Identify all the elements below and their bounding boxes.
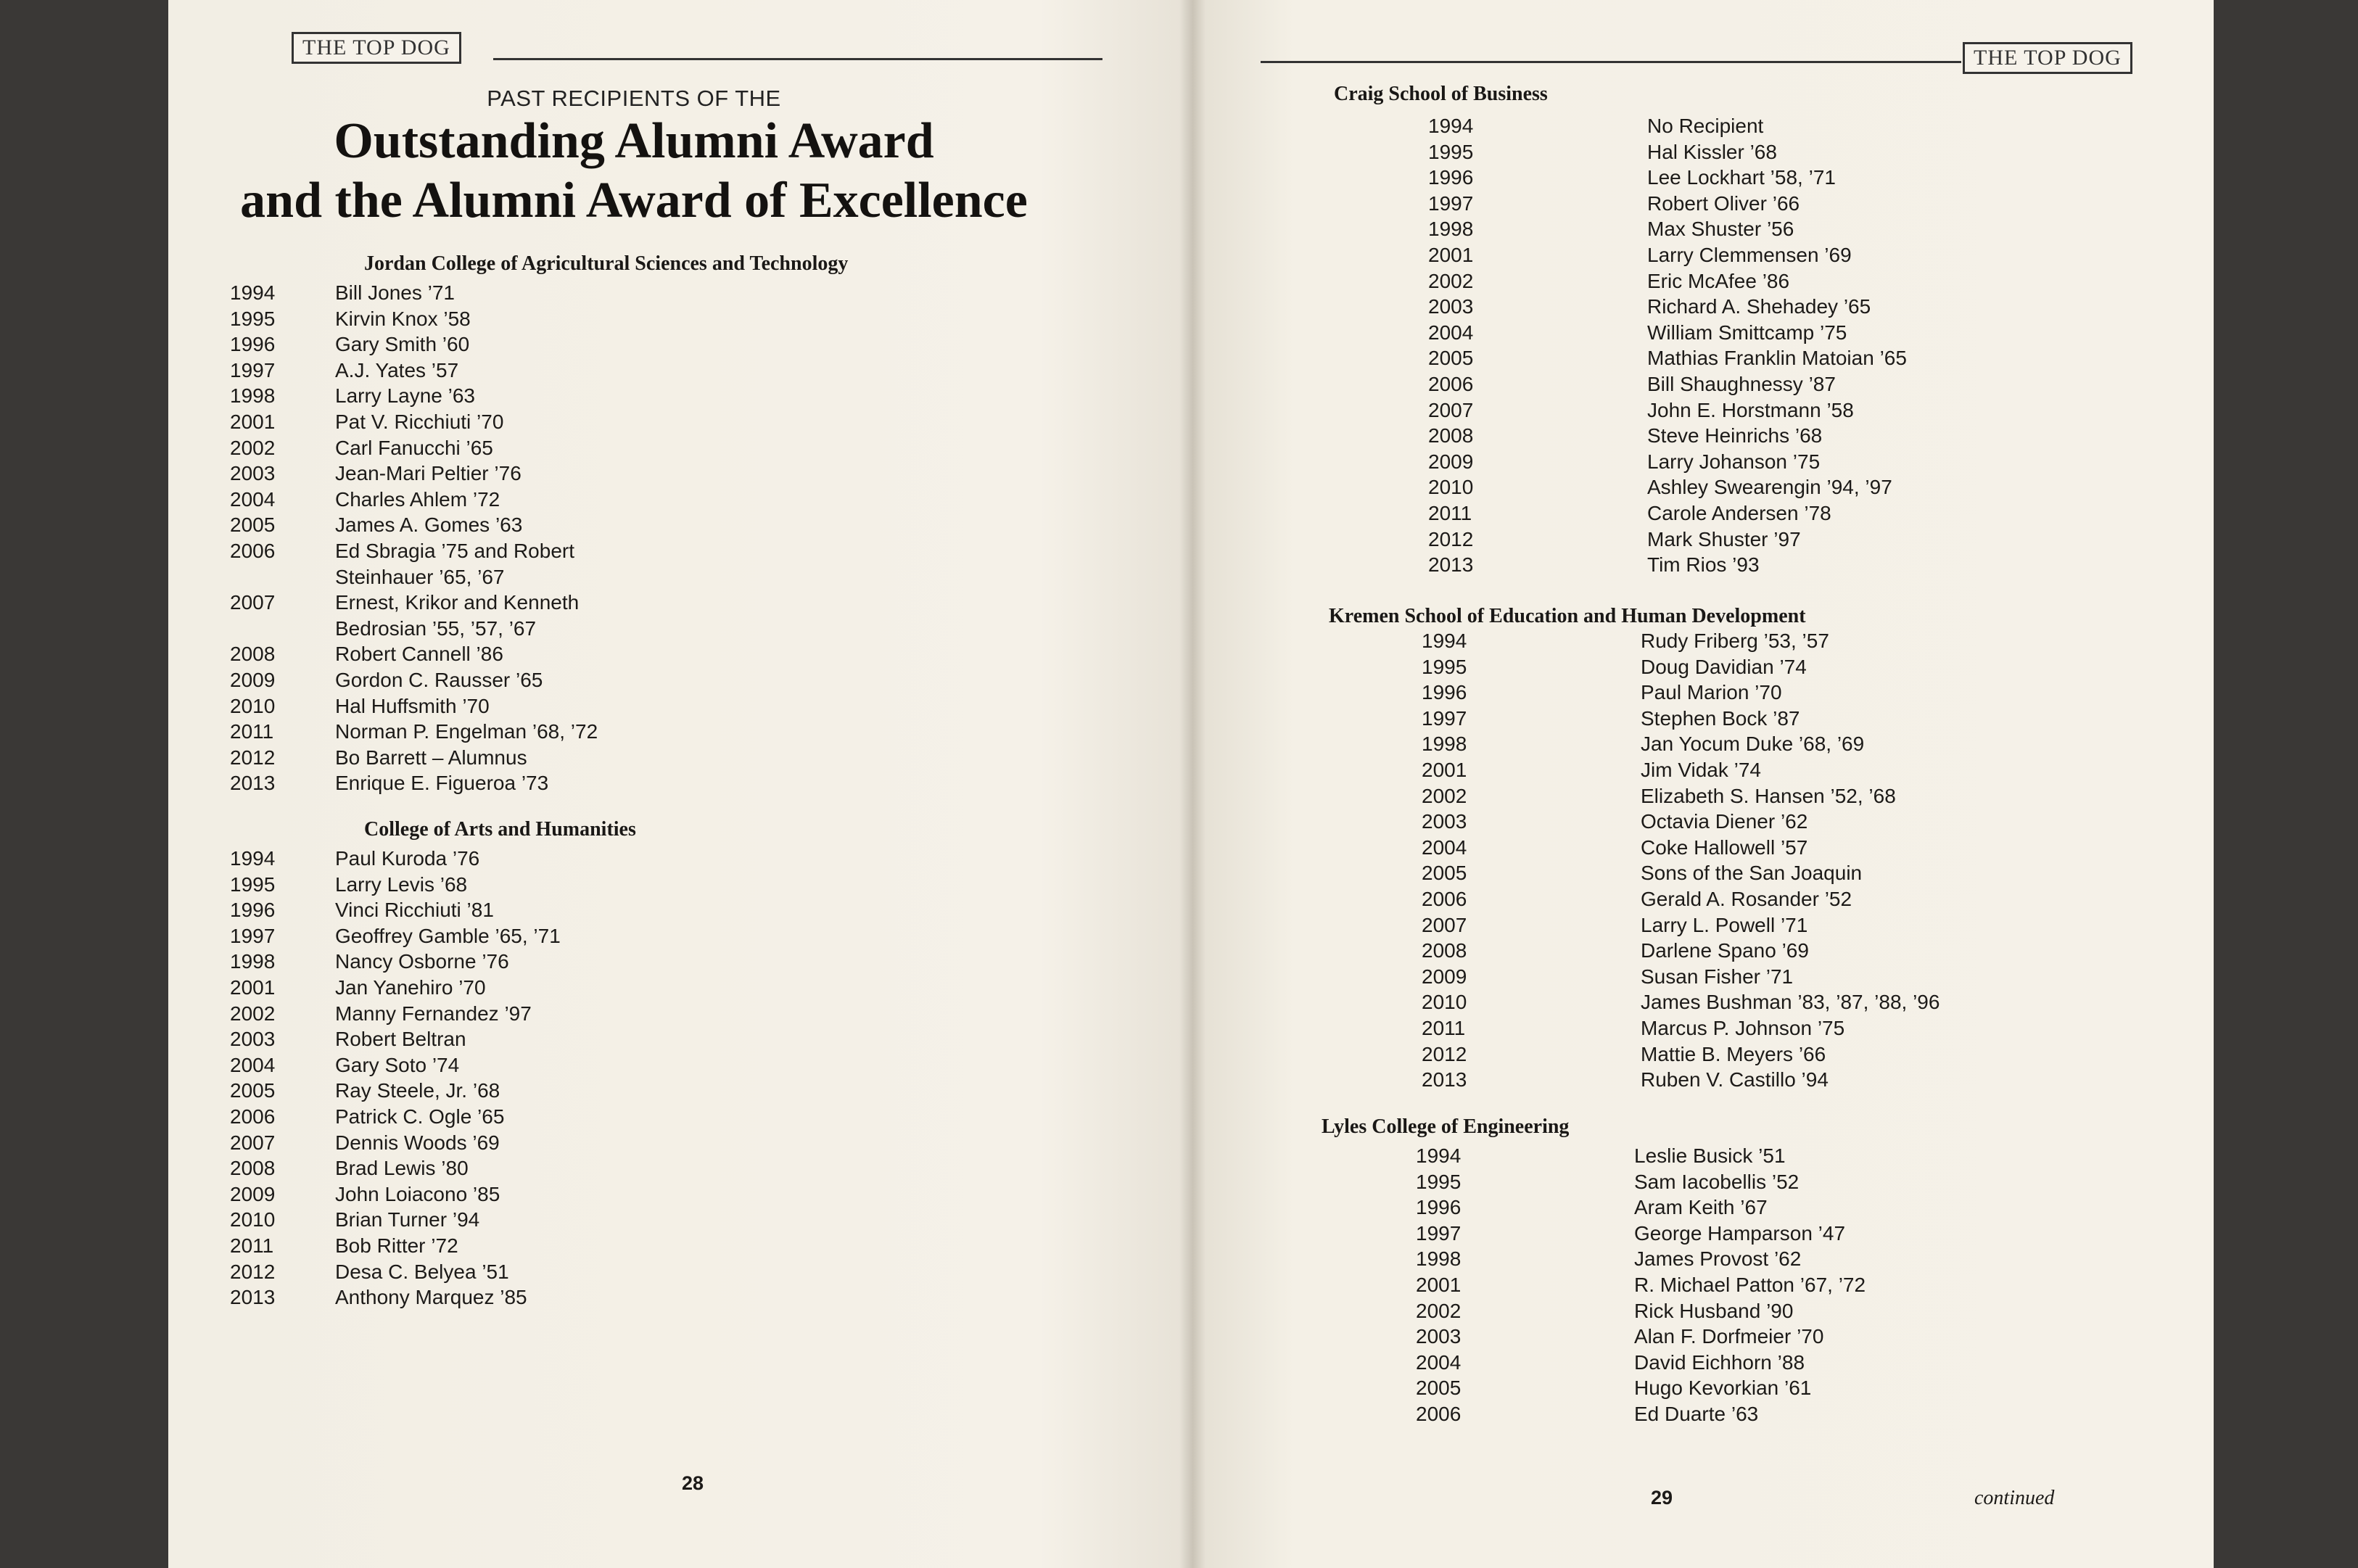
list-item — [230, 770, 883, 796]
recipient-name: Gary Smith ’60 — [335, 333, 470, 356]
recipient-name: Sam Iacobellis ’52 — [1634, 1170, 1800, 1193]
list-item — [230, 1259, 883, 1285]
list-item — [230, 949, 883, 975]
page-title-line2: and the Alumni Award of Excellence — [240, 173, 1028, 228]
award-year: 2004 — [230, 487, 276, 511]
recipient-name: Pat V. Ricchiuti ’70 — [335, 410, 504, 433]
recipient-name: George Hamparson ’47 — [1634, 1221, 1846, 1245]
list-item — [1416, 1298, 2069, 1324]
recipient-name: Ed Sbragia ’75 and Robert — [335, 540, 574, 562]
list-item — [1422, 628, 2074, 654]
award-year: 2012 — [1428, 527, 1474, 550]
award-year: 2012 — [230, 1260, 276, 1283]
list-item — [230, 719, 883, 745]
award-year: 1995 — [230, 307, 276, 330]
award-year: 1994 — [1428, 115, 1474, 137]
list-item — [1422, 938, 2074, 964]
left-page — [168, 0, 1192, 1568]
award-year: 1997 — [1416, 1221, 1462, 1245]
recipient-name: Richard A. Shehadey ’65 — [1647, 295, 1871, 318]
list-item — [1428, 449, 2081, 475]
list-item — [230, 461, 883, 487]
list-item — [230, 975, 883, 1001]
award-year: 1994 — [1416, 1144, 1462, 1167]
recipient-name: Bill Jones ’71 — [335, 281, 455, 304]
recipient-name: Ernest, Krikor and Kenneth — [335, 591, 580, 614]
award-year: 1998 — [1428, 218, 1474, 241]
recipient-name: Larry Clemmensen ’69 — [1647, 244, 1852, 266]
award-year: 2003 — [1422, 810, 1467, 833]
list-item — [230, 616, 883, 642]
award-year: 2006 — [1422, 888, 1467, 910]
recipient-name: Carl Fanucchi ’65 — [335, 436, 493, 459]
award-year: 1998 — [230, 950, 276, 973]
header-rule — [1261, 61, 1961, 63]
list-item — [1416, 1169, 2069, 1195]
recipient-name: Ruben V. Castillo ’94 — [1641, 1068, 1829, 1092]
list-item — [1428, 242, 2081, 268]
list-item — [1428, 294, 2081, 320]
award-year: 2013 — [1422, 1068, 1467, 1092]
recipient-name: Mark Shuster ’97 — [1647, 527, 1801, 550]
recipient-name: William Smittcamp ’75 — [1647, 321, 1847, 344]
recipient-name: Mattie B. Meyers ’66 — [1641, 1042, 1826, 1065]
recipient-name: Ashley Swearengin ’94, ’97 — [1647, 476, 1892, 499]
award-year: 2004 — [1428, 321, 1474, 344]
recipient-name: Stephen Bock ’87 — [1641, 706, 1800, 730]
recipient-name: Ray Steele, Jr. ’68 — [335, 1079, 500, 1102]
award-year: 2011 — [1428, 502, 1472, 524]
list-item — [1422, 757, 2074, 783]
recipient-name: Hal Huffsmith ’70 — [335, 694, 490, 717]
book-spine — [1179, 0, 1205, 1568]
list-item — [1416, 1143, 2069, 1169]
award-year: 2008 — [1428, 424, 1474, 447]
recipient-name: Darlene Spano ’69 — [1641, 939, 1809, 962]
award-year: 2012 — [1422, 1042, 1467, 1065]
recipient-name: Dennis Woods ’69 — [335, 1131, 500, 1154]
recipient-name: Elizabeth S. Hansen ’52, ’68 — [1641, 784, 1896, 807]
list-item — [230, 383, 883, 409]
award-year: 2004 — [1416, 1350, 1462, 1374]
award-year: 2010 — [1422, 991, 1467, 1014]
section-heading-jordan-college-of-agricultural-sciences-and-technology: Jordan College of Agricultural Sciences and Technology — [364, 252, 849, 275]
list-item — [230, 564, 883, 590]
list-item — [1416, 1272, 2069, 1298]
list-item — [1428, 345, 2081, 371]
page-title-line1: Outstanding Alumni Award — [334, 113, 934, 169]
list-item — [230, 745, 883, 771]
award-year: 1997 — [1422, 706, 1467, 730]
list-item — [1422, 783, 2074, 809]
list-item — [1428, 397, 2081, 424]
award-year: 1996 — [230, 333, 276, 356]
list-item — [1422, 886, 2074, 912]
list-item — [1422, 1015, 2074, 1041]
award-year: 2007 — [1422, 913, 1467, 936]
recipient-name: Leslie Busick ’51 — [1634, 1144, 1786, 1167]
section-heading-craig-school-of-business: Craig School of Business — [1334, 83, 1548, 105]
recipient-name: Marcus P. Johnson ’75 — [1641, 1017, 1845, 1039]
recipient-name: Ed Duarte ’63 — [1634, 1403, 1759, 1425]
list-item — [1422, 809, 2074, 835]
list-item — [1416, 1246, 2069, 1272]
recipient-name: Mathias Franklin Matoian ’65 — [1647, 347, 1907, 370]
recipient-name: Robert Beltran — [335, 1028, 466, 1051]
list-item — [1422, 731, 2074, 757]
list-item — [230, 512, 883, 538]
recipient-name: Norman P. Engelman ’68, ’72 — [335, 720, 598, 743]
list-item — [1422, 835, 2074, 861]
list-item — [230, 693, 883, 719]
award-year: 2012 — [230, 746, 276, 769]
recipient-name: Hugo Kevorkian ’61 — [1634, 1377, 1812, 1400]
recipient-name: Larry L. Powell ’71 — [1641, 913, 1808, 936]
section-heading-lyles-college-of-engineering: Lyles College of Engineering — [1322, 1115, 1570, 1138]
recipient-name: David Eichhorn ’88 — [1634, 1350, 1805, 1374]
award-year: 2009 — [230, 1182, 276, 1205]
award-year: 2010 — [230, 694, 276, 717]
recipient-name: Eric McAfee ’86 — [1647, 269, 1790, 292]
brand-box: THE TOP DOG — [1963, 42, 2132, 74]
list-item — [1428, 165, 2081, 191]
list-item — [1428, 423, 2081, 449]
recipient-name: Nancy Osborne ’76 — [335, 950, 509, 973]
award-year: 2007 — [1428, 398, 1474, 421]
list-item — [1428, 216, 2081, 242]
award-year: 2011 — [1422, 1017, 1466, 1039]
list-item — [230, 1104, 883, 1130]
award-year: 1996 — [1422, 681, 1467, 704]
list-item — [230, 306, 883, 332]
recipient-name: Jan Yanehiro ’70 — [335, 976, 486, 999]
list-item — [1428, 527, 2081, 553]
list-item — [1428, 139, 2081, 165]
list-item — [230, 435, 883, 461]
list-item — [230, 1001, 883, 1027]
award-year: 2003 — [1416, 1325, 1462, 1348]
recipient-name: Rick Husband ’90 — [1634, 1299, 1794, 1322]
recipient-name: Larry Johanson ’75 — [1647, 450, 1821, 473]
recipient-name: Carole Andersen ’78 — [1647, 502, 1831, 524]
recipient-name: Jan Yocum Duke ’68, ’69 — [1641, 733, 1865, 756]
right-page — [1192, 0, 2214, 1568]
list-item — [1428, 268, 2081, 294]
award-year: 1998 — [1422, 733, 1467, 756]
award-year: 2008 — [1422, 939, 1467, 962]
award-year: 2006 — [1428, 373, 1474, 395]
list-item — [1428, 191, 2081, 217]
award-year: 1995 — [1422, 655, 1467, 678]
award-year: 1994 — [230, 847, 276, 870]
recipient-name: Bill Shaughnessy ’87 — [1647, 373, 1836, 395]
award-year: 2002 — [1428, 269, 1474, 292]
list-item — [230, 846, 883, 872]
continued-note: continued — [1974, 1487, 2055, 1509]
list-item — [230, 1026, 883, 1052]
recipient-name: Bob Ritter ’72 — [335, 1234, 458, 1257]
list-item — [230, 1181, 883, 1208]
award-year: 2002 — [230, 1002, 276, 1025]
section-heading-college-of-arts-and-humanities: College of Arts and Humanities — [364, 818, 636, 841]
recipient-name: Charles Ahlem ’72 — [335, 487, 500, 511]
award-year: 1996 — [1416, 1196, 1462, 1219]
award-year: 2010 — [230, 1208, 276, 1231]
recipient-name: Max Shuster ’56 — [1647, 218, 1794, 241]
award-year: 2005 — [1422, 862, 1467, 885]
list-item — [230, 409, 883, 435]
recipient-name: Doug Davidian ’74 — [1641, 655, 1807, 678]
list-item — [230, 1233, 883, 1259]
recipient-name: Kirvin Knox ’58 — [335, 307, 471, 330]
recipient-name: Steinhauer ’65, ’67 — [335, 565, 505, 588]
section-heading-kremen-school-of-education-and-human-development: Kremen School of Education and Human Development — [1329, 605, 1806, 627]
list-item — [1416, 1401, 2069, 1427]
recipient-name: A.J. Yates ’57 — [335, 358, 459, 381]
award-year: 1994 — [1422, 630, 1467, 652]
recipient-name: Brad Lewis ’80 — [335, 1157, 469, 1180]
list-item — [230, 1052, 883, 1078]
award-year: 2008 — [230, 643, 276, 666]
award-year: 2009 — [230, 669, 276, 691]
recipient-name: Steve Heinrichs ’68 — [1647, 424, 1823, 447]
award-year: 2009 — [1428, 450, 1474, 473]
list-item — [1416, 1194, 2069, 1221]
recipient-name: Bo Barrett – Alumnus — [335, 746, 527, 769]
recipient-name: John Loiacono ’85 — [335, 1182, 500, 1205]
list-item — [1422, 680, 2074, 706]
award-year: 2010 — [1428, 476, 1474, 499]
recipient-name: Geoffrey Gamble ’65, ’71 — [335, 924, 561, 947]
list-item — [1422, 989, 2074, 1015]
list-item — [1416, 1221, 2069, 1247]
recipient-name: Enrique E. Figueroa ’73 — [335, 772, 549, 795]
recipient-name: Sons of the San Joaquin — [1641, 862, 1863, 885]
award-year: 2002 — [1422, 784, 1467, 807]
award-year: 2007 — [230, 591, 276, 614]
list-item — [230, 1078, 883, 1104]
recipient-name: Vinci Ricchiuti ’81 — [335, 899, 494, 922]
recipient-name: Gerald A. Rosander ’52 — [1641, 888, 1852, 910]
list-item — [1428, 552, 2081, 578]
award-year: 1997 — [1428, 191, 1474, 215]
list-item — [1428, 474, 2081, 500]
list-item — [1416, 1375, 2069, 1401]
award-year: 1998 — [230, 384, 276, 408]
award-year: 1996 — [230, 899, 276, 922]
list-item — [230, 641, 883, 667]
header-rule — [493, 58, 1102, 60]
award-year: 2006 — [230, 1105, 276, 1128]
award-year: 1995 — [230, 872, 276, 896]
award-year: 2005 — [230, 1079, 276, 1102]
list-item — [230, 590, 883, 616]
recipient-name: Jean-Mari Peltier ’76 — [335, 462, 522, 485]
award-year: 2006 — [230, 540, 276, 562]
recipient-name: Larry Layne ’63 — [335, 384, 476, 408]
recipient-name: Brian Turner ’94 — [335, 1208, 480, 1231]
recipient-name: Desa C. Belyea ’51 — [335, 1260, 509, 1283]
recipient-name: No Recipient — [1647, 115, 1764, 137]
recipient-name: James Provost ’62 — [1634, 1247, 1802, 1271]
award-year: 1995 — [1416, 1170, 1462, 1193]
list-item — [1428, 500, 2081, 527]
list-item — [1416, 1324, 2069, 1350]
recipient-name: Patrick C. Ogle ’65 — [335, 1105, 505, 1128]
award-year: 1997 — [230, 924, 276, 947]
award-year: 2001 — [230, 976, 276, 999]
recipient-name: Gordon C. Rausser ’65 — [335, 669, 543, 691]
list-item — [230, 1130, 883, 1156]
list-item — [1422, 654, 2074, 680]
recipient-name: Jim Vidak ’74 — [1641, 759, 1762, 781]
page-number: 28 — [682, 1472, 704, 1494]
list-item — [230, 872, 883, 898]
award-year: 2001 — [1416, 1274, 1462, 1296]
list-item — [1428, 113, 2081, 139]
page-kicker: PAST RECIPIENTS OF THE — [487, 86, 781, 111]
award-year: 1998 — [1416, 1247, 1462, 1271]
recipient-name: Robert Oliver ’66 — [1647, 191, 1800, 215]
recipient-name: R. Michael Patton ’67, ’72 — [1634, 1274, 1866, 1296]
award-year: 2003 — [1428, 295, 1474, 318]
list-item — [230, 667, 883, 693]
award-year: 2004 — [1422, 835, 1467, 859]
award-year: 2005 — [1416, 1377, 1462, 1400]
list-item — [1422, 912, 2074, 938]
brand-box: THE TOP DOG — [292, 32, 461, 64]
recipient-name: Gary Soto ’74 — [335, 1053, 460, 1076]
award-year: 2002 — [230, 436, 276, 459]
recipient-name: Robert Cannell ’86 — [335, 643, 503, 666]
list-item — [230, 897, 883, 923]
list-item — [1422, 1041, 2074, 1068]
award-year: 2001 — [1428, 244, 1474, 266]
award-year: 2005 — [1428, 347, 1474, 370]
award-year: 2005 — [230, 513, 276, 537]
list-item — [1422, 1067, 2074, 1093]
award-year: 2013 — [1428, 553, 1474, 577]
recipient-name: Octavia Diener ’62 — [1641, 810, 1808, 833]
award-year: 2013 — [230, 1286, 276, 1309]
list-item — [230, 331, 883, 358]
award-year: 2003 — [230, 1028, 276, 1051]
list-item — [1428, 371, 2081, 397]
list-item — [230, 358, 883, 384]
award-year: 2006 — [1416, 1403, 1462, 1425]
award-year: 1995 — [1428, 140, 1474, 163]
list-item — [1416, 1350, 2069, 1376]
award-year: 2001 — [1422, 759, 1467, 781]
recipient-name: Manny Fernandez ’97 — [335, 1002, 532, 1025]
list-item — [230, 923, 883, 949]
list-item — [230, 1155, 883, 1181]
recipient-name: James Bushman ’83, ’87, ’88, ’96 — [1641, 991, 1940, 1014]
recipient-name: Aram Keith ’67 — [1634, 1196, 1768, 1219]
award-year: 2002 — [1416, 1299, 1462, 1322]
list-item — [230, 280, 883, 306]
recipient-name: Coke Hallowell ’57 — [1641, 835, 1808, 859]
award-year: 2001 — [230, 410, 276, 433]
list-item — [230, 487, 883, 513]
recipient-name: Lee Lockhart ’58, ’71 — [1647, 166, 1836, 189]
award-year: 2013 — [230, 772, 276, 795]
recipient-name: Tim Rios ’93 — [1647, 553, 1760, 577]
list-item — [1422, 706, 2074, 732]
list-item — [1422, 860, 2074, 886]
recipient-name: Alan F. Dorfmeier ’70 — [1634, 1325, 1824, 1348]
recipient-name: James A. Gomes ’63 — [335, 513, 523, 537]
recipient-name: Rudy Friberg ’53, ’57 — [1641, 630, 1829, 652]
award-year: 2003 — [230, 462, 276, 485]
award-year: 2008 — [230, 1157, 276, 1180]
award-year: 1997 — [230, 358, 276, 381]
award-year: 2009 — [1422, 965, 1467, 988]
recipient-name: John E. Horstmann ’58 — [1647, 398, 1854, 421]
recipient-name: Paul Marion ’70 — [1641, 681, 1782, 704]
recipient-name: Bedrosian ’55, ’57, ’67 — [335, 616, 537, 640]
page-number: 29 — [1651, 1487, 1673, 1509]
award-year: 2011 — [230, 720, 274, 743]
list-item — [230, 538, 883, 564]
list-item — [230, 1207, 883, 1233]
recipient-name: Susan Fisher ’71 — [1641, 965, 1794, 988]
list-item — [1422, 964, 2074, 990]
recipient-name: Hal Kissler ’68 — [1647, 140, 1777, 163]
recipient-name: Paul Kuroda ’76 — [335, 847, 480, 870]
recipient-name: Larry Levis ’68 — [335, 872, 468, 896]
award-year: 2004 — [230, 1053, 276, 1076]
list-item — [1428, 320, 2081, 346]
award-year: 1996 — [1428, 166, 1474, 189]
list-item — [230, 1284, 883, 1311]
award-year: 2011 — [230, 1234, 274, 1257]
recipient-name: Anthony Marquez ’85 — [335, 1286, 527, 1309]
award-year: 1994 — [230, 281, 276, 304]
award-year: 2007 — [230, 1131, 276, 1154]
